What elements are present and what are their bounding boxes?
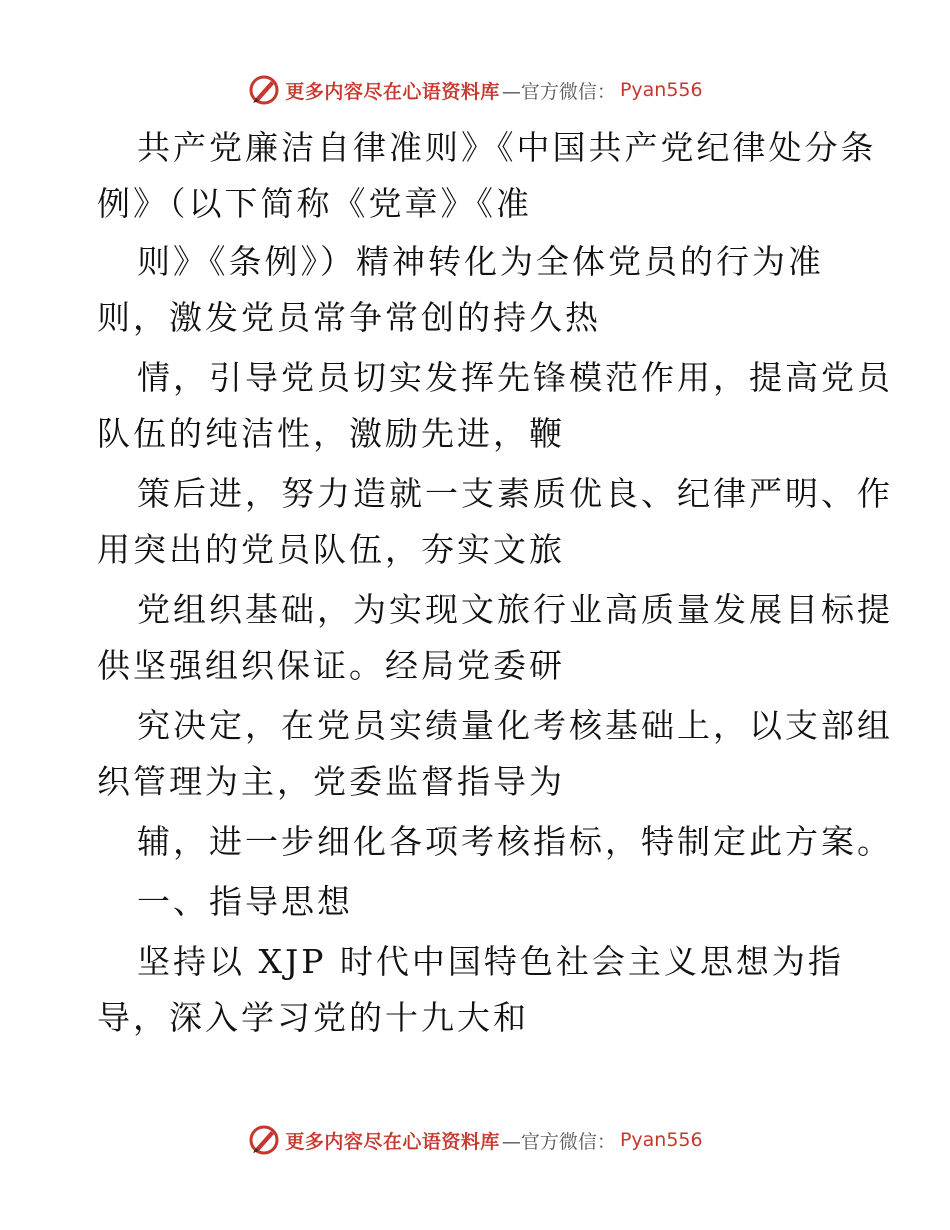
body-line: 供坚强组织保证。经局党委研 (97, 646, 565, 685)
pen-logo-icon (247, 1123, 281, 1157)
watermark-account: Pyan556 (619, 79, 703, 101)
watermark-separator: —官方微信： (501, 1130, 616, 1153)
body-line: 究决定，在党员实绩量化考核基础上，以支部组 (137, 706, 893, 745)
body-line: 则》《条例》）精神转化为全体党员的行为准 (137, 242, 824, 281)
body-line: 则，激发党员常争常创的持久热 (97, 298, 601, 337)
body-line: 党组织基础，为实现文旅行业高质量发展目标提 (137, 590, 893, 629)
body-line: 队伍的纯洁性，激励先进，鞭 (97, 414, 565, 453)
watermark-site-text: 更多内容尽在心语资料库 (285, 1130, 500, 1153)
header-watermark (0, 70, 950, 110)
watermark-separator: —官方微信： (501, 80, 616, 103)
body-line: 辅，进一步细化各项考核指标，特制定此方案。 (137, 822, 893, 861)
body-line: 策后进，努力造就一支素质优良、纪律严明、作 (137, 474, 893, 513)
section-heading: 一、指导思想 (137, 882, 353, 921)
pen-logo-icon (247, 73, 281, 107)
body-line: 情，引导党员切实发挥先锋模范作用，提高党员 (137, 358, 893, 397)
body-line: 织管理为主，党委监督指导为 (97, 762, 565, 801)
body-line: 共产党廉洁自律准则》《中国共产党纪律处分条 (137, 128, 877, 167)
body-line: 用突出的党员队伍，夯实文旅 (97, 530, 565, 569)
watermark-site-text: 更多内容尽在心语资料库 (285, 80, 500, 103)
footer-watermark (0, 1120, 950, 1160)
body-line: 例》（以下简称《党章》《准 (97, 184, 532, 223)
watermark-account: Pyan556 (619, 1129, 703, 1151)
body-line: 坚持以 XJP 时代中国特色社会主义思想为指 (137, 942, 844, 981)
body-line: 导，深入学习党的十九大和 (97, 998, 529, 1037)
